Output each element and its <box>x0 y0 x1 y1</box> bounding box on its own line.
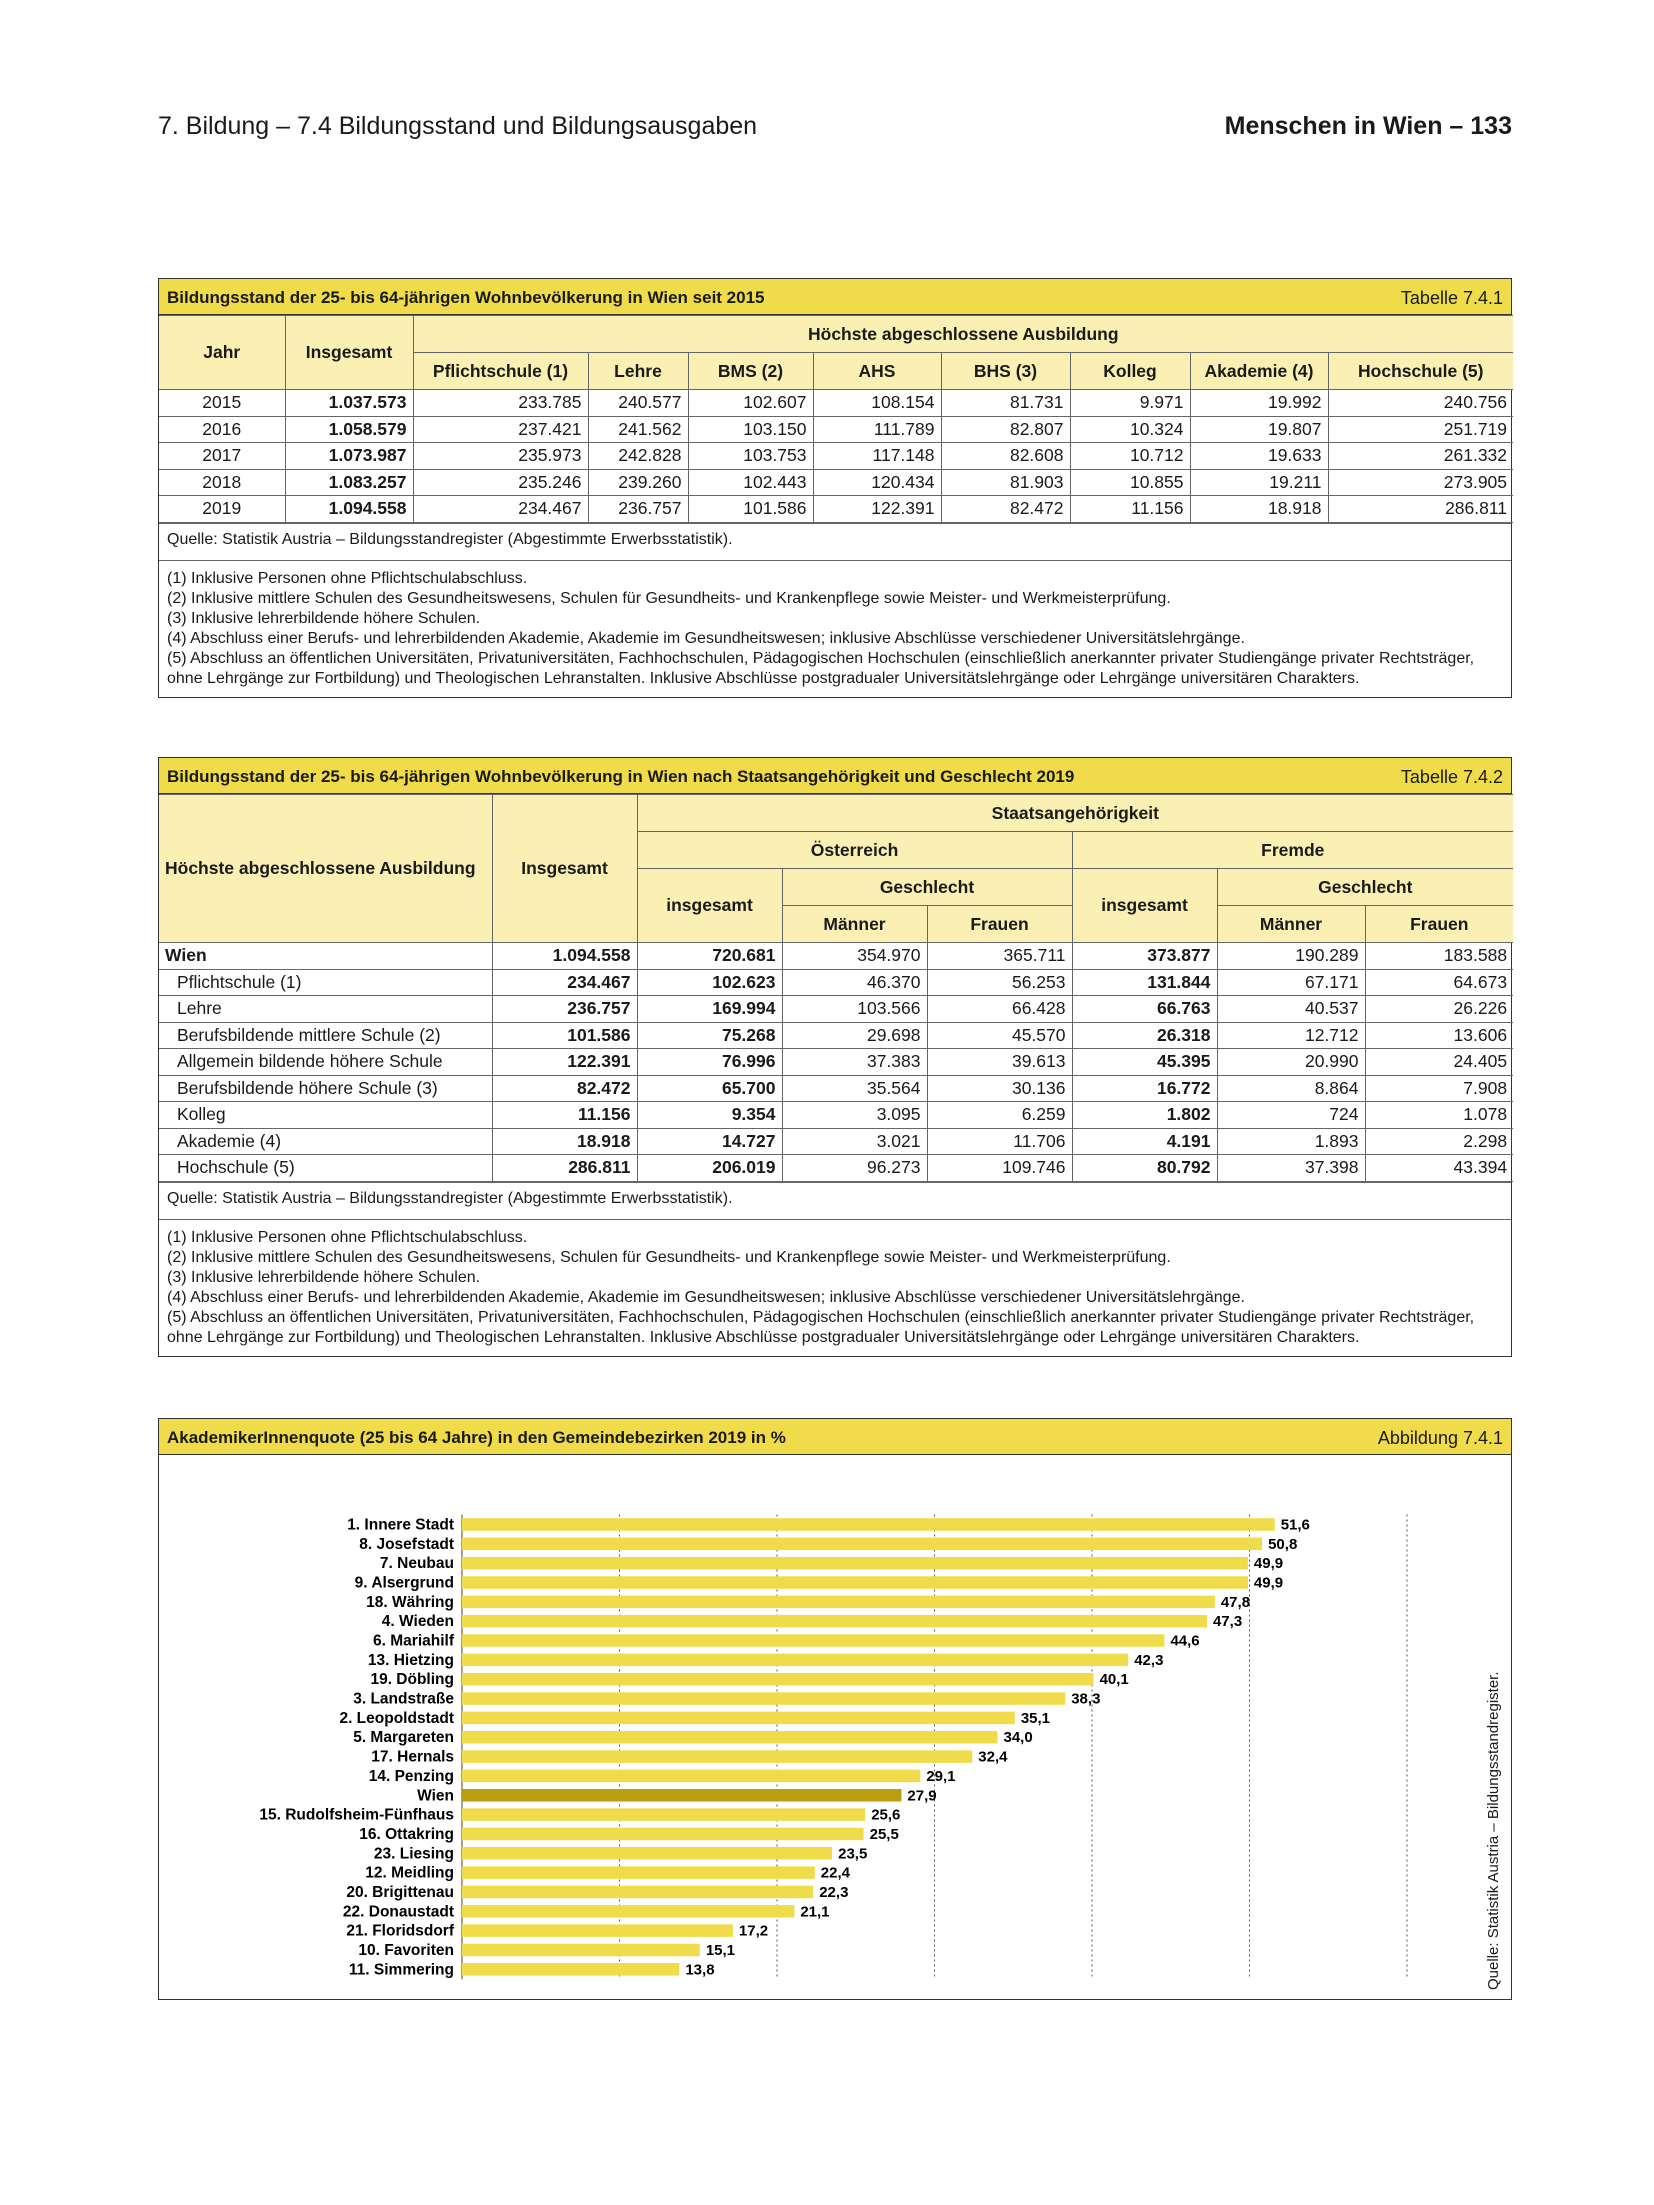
figure-7-4-1 <box>158 1418 1512 2000</box>
value-cell: 10.855 <box>1070 469 1190 496</box>
bar <box>462 1538 1262 1551</box>
edu-label-cell: Hochschule (5) <box>159 1155 492 1182</box>
total-cell: 1.073.987 <box>285 443 413 470</box>
value-cell: 206.019 <box>637 1155 782 1182</box>
value-cell: 67.171 <box>1217 969 1365 996</box>
bar <box>462 1924 733 1937</box>
category-label: 5. Margareten <box>353 1729 454 1747</box>
category-label: 12. Meidling <box>365 1864 454 1882</box>
austria-women-header: Frauen <box>927 906 1072 943</box>
value-cell: 10.712 <box>1070 443 1190 470</box>
value-cell: 103.566 <box>782 996 927 1023</box>
bar <box>462 1634 1164 1647</box>
foreign-header: Fremde <box>1072 832 1513 869</box>
value-cell: 102.607 <box>688 390 813 417</box>
footnote: (4) Abschluss einer Berufs- und lehrerbildenden Akademie, Akademie im Gesundheitswesen; inklusive Abschlüsse verschiedener Universitätslehrgänge. <box>167 1288 1245 1306</box>
category-label: 19. Döbling <box>370 1671 454 1689</box>
value-cell: 724 <box>1217 1102 1365 1129</box>
table-row <box>159 1022 1513 1049</box>
table-row <box>159 390 1513 417</box>
category-label: 10. Favoriten <box>358 1941 454 1959</box>
value-cell: 9.354 <box>637 1102 782 1129</box>
edu-label-cell: Akademie (4) <box>159 1128 492 1155</box>
value-cell: 240.577 <box>588 390 688 417</box>
value-cell: 190.289 <box>1217 943 1365 970</box>
value-cell: 120.434 <box>813 469 941 496</box>
value-cell: 103.753 <box>688 443 813 470</box>
table-row <box>159 1102 1513 1129</box>
category-label: 21. Floridsdorf <box>346 1922 454 1940</box>
value-cell: 13.606 <box>1365 1022 1513 1049</box>
data-label: 44,6 <box>1170 1632 1200 1650</box>
value-cell: 122.391 <box>813 496 941 523</box>
bar <box>462 1789 901 1802</box>
table-number: Tabelle 7.4.1 <box>1400 288 1503 308</box>
value-cell: 720.681 <box>637 943 782 970</box>
data-label: 49,9 <box>1253 1555 1284 1573</box>
data-table <box>159 794 1513 1182</box>
category-label: 16. Ottakring <box>359 1825 454 1843</box>
bar <box>462 1886 813 1899</box>
table-notes <box>159 561 1511 697</box>
value-cell: 18.918 <box>492 1128 637 1155</box>
col-header: Akademie (4) <box>1190 353 1328 390</box>
table-number: Tabelle 7.4.2 <box>1400 767 1503 787</box>
edu-label-cell: Wien <box>159 943 492 970</box>
value-cell: 101.586 <box>492 1022 637 1049</box>
group-header: Höchste abgeschlossene Ausbildung <box>413 316 1513 353</box>
edu-label-cell: Berufsbildende höhere Schule (3) <box>159 1075 492 1102</box>
figure-title-bar <box>159 1419 1511 1455</box>
value-cell: 35.564 <box>782 1075 927 1102</box>
table-7-4-1 <box>158 278 1512 698</box>
value-cell: 117.148 <box>813 443 941 470</box>
value-cell: 11.156 <box>492 1102 637 1129</box>
value-cell: 101.586 <box>688 496 813 523</box>
bar <box>462 1596 1215 1609</box>
bar <box>462 1866 815 1879</box>
table-row <box>159 496 1513 523</box>
value-cell: 75.268 <box>637 1022 782 1049</box>
value-cell: 237.421 <box>413 416 588 443</box>
edu-label-cell: Kolleg <box>159 1102 492 1129</box>
value-cell: 111.789 <box>813 416 941 443</box>
page-number: Menschen in Wien – 133 <box>1224 112 1512 140</box>
citizenship-header: Staatsangehörigkeit <box>637 795 1513 832</box>
data-label: 13,8 <box>685 1961 715 1979</box>
value-cell: 56.253 <box>927 969 1072 996</box>
category-label: 8. Josefstadt <box>359 1535 454 1553</box>
value-cell: 26.318 <box>1072 1022 1217 1049</box>
value-cell: 240.756 <box>1328 390 1513 417</box>
value-cell: 39.613 <box>927 1049 1072 1076</box>
value-cell: 131.844 <box>1072 969 1217 996</box>
edu-label-cell: Allgemein bildende höhere Schule <box>159 1049 492 1076</box>
edu-label-cell: Pflichtschule (1) <box>159 969 492 996</box>
value-cell: 183.588 <box>1365 943 1513 970</box>
value-cell: 30.136 <box>927 1075 1072 1102</box>
value-cell: 16.772 <box>1072 1075 1217 1102</box>
category-label: 2. Leopoldstadt <box>339 1709 454 1727</box>
col-header: BMS (2) <box>688 353 813 390</box>
data-label: 42,3 <box>1134 1651 1164 1669</box>
year-cell: 2019 <box>159 496 285 523</box>
value-cell: 65.700 <box>637 1075 782 1102</box>
value-cell: 365.711 <box>927 943 1072 970</box>
data-label: 22,4 <box>820 1864 851 1882</box>
value-cell: 1.893 <box>1217 1128 1365 1155</box>
bar <box>462 1615 1207 1628</box>
foreign-women-header: Frauen <box>1365 906 1513 943</box>
col-header: BHS (3) <box>941 353 1070 390</box>
data-label: 35,1 <box>1020 1709 1051 1727</box>
category-label: 15. Rudolfsheim-Fünfhaus <box>259 1806 454 1824</box>
col-header: Pflichtschule (1) <box>413 353 588 390</box>
edu-label-cell: Berufsbildende mittlere Schule (2) <box>159 1022 492 1049</box>
total-cell: 1.058.579 <box>285 416 413 443</box>
value-cell: 11.156 <box>1070 496 1190 523</box>
footnote: (5) Abschluss an öffentlichen Universitäten, Privatuniversitäten, Fachhochschulen, Pädagogischen Hochschulen (einschließlich anerkannter privater Studiengänge privater Rechtsträger, ohne Lehrgänge zur Fortbildung) und Theologischen Lehranstalten. Inklusive Abschlüsse postgradualer Universitätslehrgänge oder Lehrgänge universitären Charakters. <box>167 1308 1475 1346</box>
category-label: 9. Alsergrund <box>354 1574 454 1592</box>
year-cell: 2017 <box>159 443 285 470</box>
value-cell: 235.973 <box>413 443 588 470</box>
data-label: 23,5 <box>838 1845 868 1863</box>
value-cell: 81.903 <box>941 469 1070 496</box>
value-cell: 80.792 <box>1072 1155 1217 1182</box>
value-cell: 242.828 <box>588 443 688 470</box>
col-header: Lehre <box>588 353 688 390</box>
value-cell: 241.562 <box>588 416 688 443</box>
col-header: Kolleg <box>1070 353 1190 390</box>
value-cell: 2.298 <box>1365 1128 1513 1155</box>
data-label: 17,2 <box>738 1922 769 1940</box>
value-cell: 96.273 <box>782 1155 927 1182</box>
value-cell: 354.970 <box>782 943 927 970</box>
value-cell: 261.332 <box>1328 443 1513 470</box>
total-cell: 1.094.558 <box>285 496 413 523</box>
austria-men-header: Männer <box>782 906 927 943</box>
value-cell: 82.472 <box>941 496 1070 523</box>
value-cell: 19.633 <box>1190 443 1328 470</box>
value-cell: 66.428 <box>927 996 1072 1023</box>
value-cell: 273.905 <box>1328 469 1513 496</box>
value-cell: 45.570 <box>927 1022 1072 1049</box>
col-total-header: Insgesamt <box>285 316 413 390</box>
data-label: 21,1 <box>800 1903 830 1921</box>
data-label: 25,6 <box>871 1806 901 1824</box>
table-row <box>159 469 1513 496</box>
figure-number: Abbildung 7.4.1 <box>1377 1428 1503 1448</box>
bar <box>462 1712 1015 1725</box>
value-cell: 82.807 <box>941 416 1070 443</box>
value-cell: 102.443 <box>688 469 813 496</box>
table-row <box>159 1049 1513 1076</box>
category-label: Wien <box>417 1787 454 1805</box>
bar <box>462 1944 700 1957</box>
category-label: 13. Hietzing <box>367 1651 454 1669</box>
value-cell: 82.608 <box>941 443 1070 470</box>
data-label: 22,3 <box>819 1883 849 1901</box>
data-label: 40,1 <box>1099 1671 1129 1689</box>
bar <box>462 1731 998 1744</box>
bar <box>462 1673 1094 1686</box>
value-cell: 24.405 <box>1365 1049 1513 1076</box>
value-cell: 102.623 <box>637 969 782 996</box>
page-header <box>158 112 1512 148</box>
data-label: 49,9 <box>1253 1574 1284 1592</box>
col-header: AHS <box>813 353 941 390</box>
col-edu-header: Höchste abgeschlossene Ausbildung <box>159 795 492 943</box>
value-cell: 1.078 <box>1365 1102 1513 1129</box>
value-cell: 64.673 <box>1365 969 1513 996</box>
value-cell: 239.260 <box>588 469 688 496</box>
year-cell: 2015 <box>159 390 285 417</box>
value-cell: 3.021 <box>782 1128 927 1155</box>
table-notes <box>159 1220 1511 1356</box>
data-label: 29,1 <box>926 1767 956 1785</box>
year-cell: 2016 <box>159 416 285 443</box>
value-cell: 82.472 <box>492 1075 637 1102</box>
category-label: 7. Neubau <box>379 1555 454 1573</box>
value-cell: 19.211 <box>1190 469 1328 496</box>
category-label: 1. Innere Stadt <box>347 1516 454 1534</box>
bar-chart <box>159 1455 1511 1998</box>
foreign-gender-header: Geschlecht <box>1217 869 1513 906</box>
value-cell: 3.095 <box>782 1102 927 1129</box>
col-total-header: Insgesamt <box>492 795 637 943</box>
bar <box>462 1557 1248 1570</box>
value-cell: 66.763 <box>1072 996 1217 1023</box>
table-title: Bildungsstand der 25- bis 64-jährigen Wohnbevölkerung in Wien nach Staatsangehörigkeit und Geschlecht 2019 <box>167 767 1075 786</box>
category-label: 4. Wieden <box>381 1613 454 1631</box>
value-cell: 26.226 <box>1365 996 1513 1023</box>
col-year-header: Jahr <box>159 316 285 390</box>
data-label: 38,3 <box>1071 1690 1101 1708</box>
table-row <box>159 969 1513 996</box>
bar <box>462 1905 794 1918</box>
table-row <box>159 996 1513 1023</box>
total-cell: 1.083.257 <box>285 469 413 496</box>
total-cell: 1.037.573 <box>285 390 413 417</box>
value-cell: 40.537 <box>1217 996 1365 1023</box>
data-label: 51,6 <box>1280 1516 1310 1534</box>
bar <box>462 1750 972 1763</box>
table-row <box>159 1155 1513 1182</box>
value-cell: 19.992 <box>1190 390 1328 417</box>
footnote: (2) Inklusive mittlere Schulen des Gesundheitswesens, Schulen für Gesundheits- und Krankenpflege sowie Meister- und Werkmeisterprüfung. <box>167 1248 1171 1266</box>
value-cell: 76.996 <box>637 1049 782 1076</box>
category-label: 11. Simmering <box>348 1961 454 1979</box>
bar <box>462 1847 832 1860</box>
value-cell: 43.394 <box>1365 1155 1513 1182</box>
category-label: 20. Brigittenau <box>346 1883 454 1901</box>
value-cell: 4.191 <box>1072 1128 1217 1155</box>
data-label: 25,5 <box>869 1825 899 1843</box>
category-label: 23. Liesing <box>373 1845 454 1863</box>
data-label: 50,8 <box>1268 1535 1298 1553</box>
value-cell: 235.246 <box>413 469 588 496</box>
section-title: 7. Bildung – 7.4 Bildungsstand und Bildungsausgaben <box>158 112 758 140</box>
category-label: 3. Landstraße <box>353 1690 454 1708</box>
table-row <box>159 943 1513 970</box>
year-cell: 2018 <box>159 469 285 496</box>
value-cell: 169.994 <box>637 996 782 1023</box>
category-label: 18. Währing <box>366 1593 454 1611</box>
col-header: Hochschule (5) <box>1328 353 1513 390</box>
value-cell: 14.727 <box>637 1128 782 1155</box>
austria-gender-header: Geschlecht <box>782 869 1072 906</box>
value-cell: 234.467 <box>413 496 588 523</box>
data-table <box>159 315 1513 523</box>
value-cell: 46.370 <box>782 969 927 996</box>
bar <box>462 1808 865 1821</box>
bar <box>462 1654 1128 1667</box>
value-cell: 373.877 <box>1072 943 1217 970</box>
bar <box>462 1828 864 1841</box>
value-cell: 286.811 <box>1328 496 1513 523</box>
value-cell: 7.908 <box>1365 1075 1513 1102</box>
value-cell: 18.918 <box>1190 496 1328 523</box>
figure-title: AkademikerInnenquote (25 bis 64 Jahre) in den Gemeindebezirken 2019 in % <box>167 1428 786 1447</box>
category-label: 14. Penzing <box>368 1767 454 1785</box>
footnote: (3) Inklusive lehrerbildende höhere Schulen. <box>167 609 481 627</box>
value-cell: 37.383 <box>782 1049 927 1076</box>
table-row <box>159 416 1513 443</box>
table-title-bar <box>159 758 1511 794</box>
value-cell: 103.150 <box>688 416 813 443</box>
austria-header: Österreich <box>637 832 1072 869</box>
value-cell: 10.324 <box>1070 416 1190 443</box>
value-cell: 6.259 <box>927 1102 1072 1129</box>
bar <box>462 1692 1065 1705</box>
value-cell: 109.746 <box>927 1155 1072 1182</box>
data-label: 32,4 <box>978 1748 1008 1766</box>
value-cell: 9.971 <box>1070 390 1190 417</box>
table-row <box>159 1075 1513 1102</box>
table-7-4-2 <box>158 757 1512 1357</box>
data-label: 15,1 <box>705 1941 736 1959</box>
value-cell: 234.467 <box>492 969 637 996</box>
table-row <box>159 1128 1513 1155</box>
data-label: 34,0 <box>1003 1729 1033 1747</box>
value-cell: 8.864 <box>1217 1075 1365 1102</box>
value-cell: 37.398 <box>1217 1155 1365 1182</box>
value-cell: 286.811 <box>492 1155 637 1182</box>
table-source: Quelle: Statistik Austria – Bildungsstandregister (Abgestimmte Erwerbsstatistik). <box>159 1182 1511 1220</box>
table-source: Quelle: Statistik Austria – Bildungsstandregister (Abgestimmte Erwerbsstatistik). <box>159 523 1511 561</box>
value-cell: 236.757 <box>492 996 637 1023</box>
table-title: Bildungsstand der 25- bis 64-jährigen Wohnbevölkerung in Wien seit 2015 <box>167 288 765 307</box>
value-cell: 45.395 <box>1072 1049 1217 1076</box>
category-label: 6. Mariahilf <box>373 1632 454 1650</box>
value-cell: 20.990 <box>1217 1049 1365 1076</box>
footnote: (1) Inklusive Personen ohne Pflichtschulabschluss. <box>167 569 528 587</box>
value-cell: 19.807 <box>1190 416 1328 443</box>
data-label: 47,3 <box>1212 1613 1243 1631</box>
value-cell: 251.719 <box>1328 416 1513 443</box>
figure-source: Quelle: Statistik Austria – Bildungsstandregister. <box>1485 1671 1502 1990</box>
value-cell: 1.094.558 <box>492 943 637 970</box>
foreign-men-header: Männer <box>1217 906 1365 943</box>
footnote: (5) Abschluss an öffentlichen Universitäten, Privatuniversitäten, Fachhochschulen, Pädagogischen Hochschulen (einschließlich anerkannter privater Studiengänge privater Rechtsträger, ohne Lehrgänge zur Fortbildung) und Theologischen Lehranstalten. Inklusive Abschlüsse postgradualer Universitätslehrgänge oder Lehrgänge universitären Charakters. <box>167 649 1475 687</box>
value-cell: 233.785 <box>413 390 588 417</box>
bar <box>462 1518 1275 1531</box>
value-cell: 12.712 <box>1217 1022 1365 1049</box>
footnote: (1) Inklusive Personen ohne Pflichtschulabschluss. <box>167 1228 528 1246</box>
value-cell: 81.731 <box>941 390 1070 417</box>
footnote: (2) Inklusive mittlere Schulen des Gesundheitswesens, Schulen für Gesundheits- und Krankenpflege sowie Meister- und Werkmeisterprüfung. <box>167 589 1171 607</box>
bar <box>462 1576 1248 1589</box>
category-label: 17. Hernals <box>371 1748 454 1766</box>
table-row <box>159 443 1513 470</box>
value-cell: 236.757 <box>588 496 688 523</box>
edu-label-cell: Lehre <box>159 996 492 1023</box>
footnote: (3) Inklusive lehrerbildende höhere Schulen. <box>167 1268 481 1286</box>
value-cell: 108.154 <box>813 390 941 417</box>
footnote: (4) Abschluss einer Berufs- und lehrerbildenden Akademie, Akademie im Gesundheitswesen; inklusive Abschlüsse verschiedener Universitätslehrgänge. <box>167 629 1245 647</box>
category-label: 22. Donaustadt <box>342 1903 454 1921</box>
austria-total-header: insgesamt <box>637 869 782 943</box>
bar <box>462 1963 679 1976</box>
table-title-bar <box>159 279 1511 315</box>
value-cell: 11.706 <box>927 1128 1072 1155</box>
bar <box>462 1770 920 1783</box>
data-label: 27,9 <box>907 1787 937 1805</box>
value-cell: 1.802 <box>1072 1102 1217 1129</box>
value-cell: 29.698 <box>782 1022 927 1049</box>
data-label: 47,8 <box>1220 1593 1251 1611</box>
value-cell: 122.391 <box>492 1049 637 1076</box>
foreign-total-header: insgesamt <box>1072 869 1217 943</box>
